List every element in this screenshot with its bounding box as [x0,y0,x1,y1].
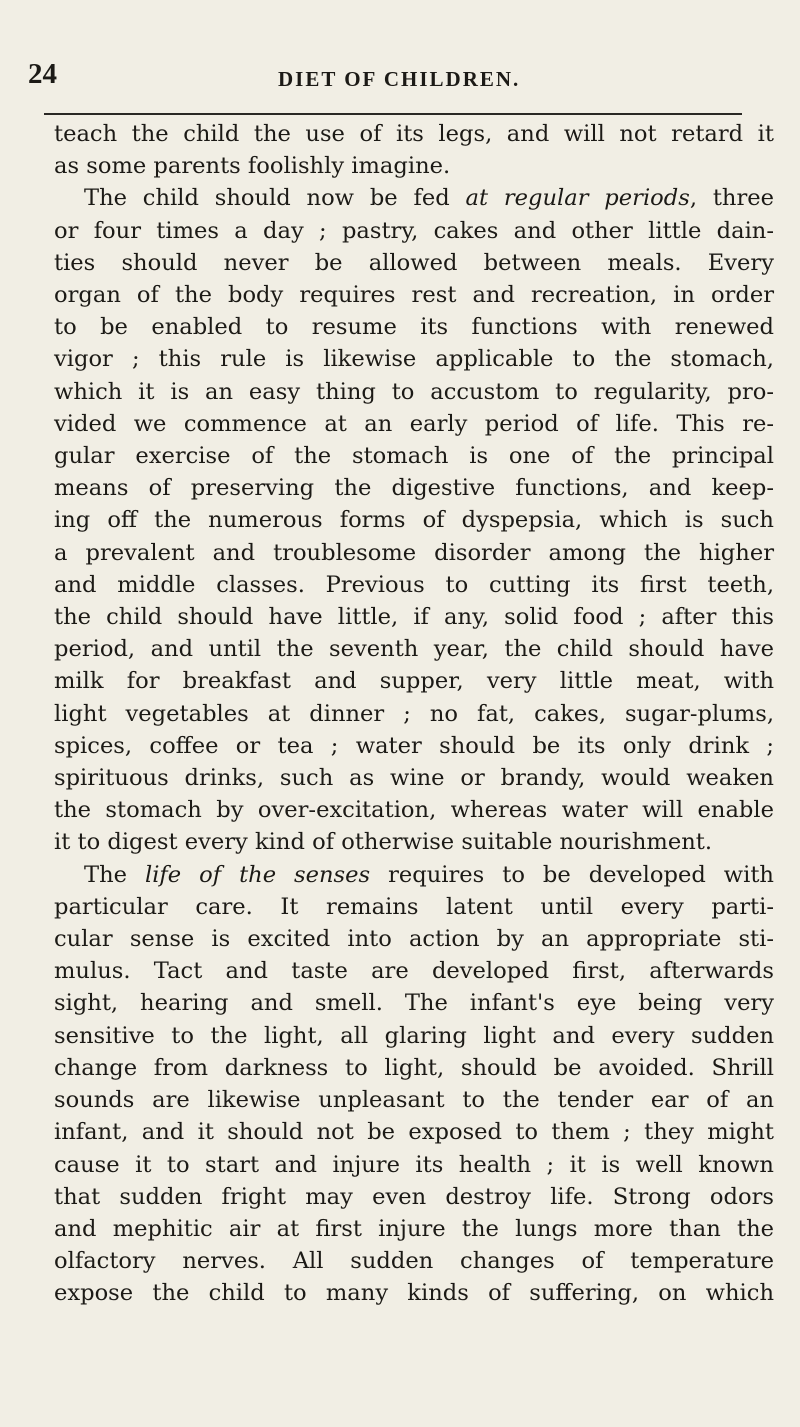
italic-phrase: at regular periods [465,185,690,212]
text-line: period, and until the seventh year, the child should have [54,636,774,663]
text-line: cause it to start and injure its health ; it is well known [54,1151,774,1178]
text-line: the child should have little, if any, solid food ; after this [54,604,774,631]
text-line: spirituous drinks, such as wine or brandy, would weaken [54,765,774,792]
text-line [54,859,774,891]
text-line: mulus. Tact and taste are developed first, afterwards [54,958,774,985]
text-line: organ of the body requires rest and recreation, in order [54,282,774,309]
text-line: expose the child to many kinds of suffering, on which [54,1280,774,1307]
text-line: the stomach by over-excitation, whereas water will enable [54,797,774,824]
text-run: The [84,861,145,888]
text-line: a prevalent and troublesome disorder among the higher [54,539,774,566]
text-line: light vegetables at dinner ; no fat, cakes, sugar-plums, [54,700,774,727]
text-line: it to digest every kind of otherwise suitable nourishment. [54,829,713,856]
text-line: gular exercise of the stomach is one of the principal [54,443,774,470]
text-line: sight, hearing and smell. The infant's eye being very [54,990,774,1017]
text-line: ing off the numerous forms of dyspepsia, which is such [54,507,774,534]
text-line: vigor ; this rule is likewise applicable to the stomach, [54,346,774,373]
text-line: means of preserving the digestive functions, and keep- [54,475,774,502]
text-line: to be enabled to resume its functions with renewed [54,314,774,341]
text-run: requires to be developed with [370,861,774,888]
text-line: particular care. It remains latent until every parti- [54,893,774,920]
text-line: and mephitic air at first injure the lungs more than the [54,1215,774,1242]
text-line: ties should never be allowed between meals. Every [54,249,774,276]
text-line: cular sense is excited into action by an appropriate sti- [54,926,774,953]
text-line: or four times a day ; pastry, cakes and other little dain- [54,217,774,244]
text-line: teach the child the use of its legs, and will not retard it [54,121,774,147]
text-line: milk for breakfast and supper, very little meat, with [54,668,774,695]
text-line: change from darkness to light, should be avoided. Shrill [54,1054,774,1081]
text-line: sensitive to the light, all glaring light and every sudden [54,1022,774,1049]
page-header [28,52,768,100]
text-line: infant, and it should not be exposed to them ; they might [54,1119,774,1146]
text-line: vided we commence at an early period of life. This re- [54,410,774,437]
text-line: which it is an easy thing to accustom to regularity, pro- [54,378,774,405]
header-rule [44,113,742,115]
running-head: DIET OF CHILDREN. [278,67,521,91]
page-number: 24 [28,58,57,90]
text-run: The child should now be fed [84,185,466,212]
text-line: and middle classes. Previous to cutting its first teeth, [54,571,774,598]
body-text [54,118,774,1310]
text-line [54,182,774,214]
text-line: sounds are likewise unpleasant to the tender ear of an [54,1087,774,1114]
text-line: spices, coffee or tea ; water should be its only drink ; [54,732,774,759]
text-run: , three [689,185,775,212]
text-line: as some parents foolishly imagine. [54,153,451,180]
italic-phrase: life of the senses [144,861,371,888]
text-line: olfactory nerves. All sudden changes of temperature [54,1248,774,1275]
text-line: that sudden fright may even destroy life. Strong odors [54,1183,774,1210]
